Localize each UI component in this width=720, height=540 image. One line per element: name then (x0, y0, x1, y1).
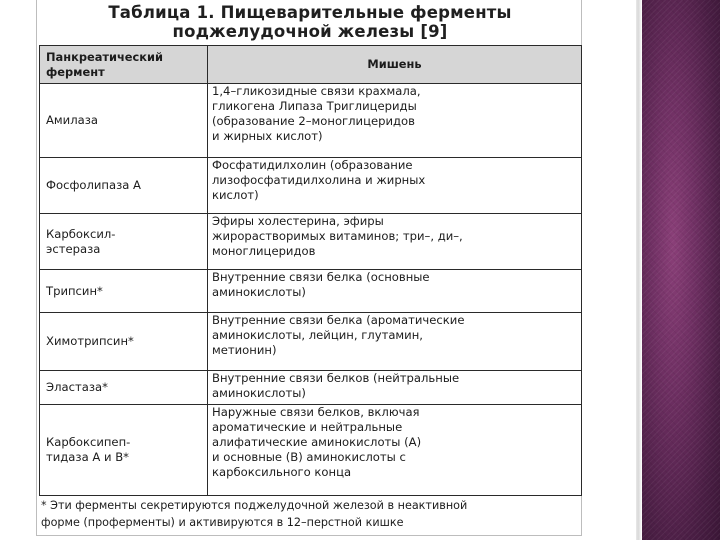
title-line: Таблица 1. Пищеварительные ферменты (108, 3, 512, 22)
table-row (40, 270, 582, 313)
target-cell (208, 84, 582, 158)
enzyme-name: Фосфолипаза А (46, 178, 141, 192)
footnote (41, 497, 581, 531)
target-cell (208, 405, 582, 496)
header-text: фермент (46, 64, 105, 79)
table-header-row (40, 46, 582, 84)
target-text-line: моноглицеридов (212, 244, 316, 258)
table-row (40, 405, 582, 496)
document-image (36, 0, 582, 536)
target-text-line: лизофосфатидилхолина и жирных (212, 173, 426, 187)
footnote-line: форме (проферменты) и активируются в 12–перстной кишке (41, 516, 404, 529)
target-text-line: жирорастворимых витаминов; три–, ди–, (212, 229, 463, 243)
enzyme-table (39, 45, 582, 496)
enzyme-column-header (40, 46, 208, 84)
enzyme-cell (40, 270, 208, 313)
target-cell (208, 158, 582, 214)
enzyme-cell (40, 158, 208, 214)
target-text-line: аминокислоты) (212, 386, 306, 400)
target-column-header: Мишень (208, 46, 582, 84)
enzyme-cell (40, 84, 208, 158)
target-text-line: алифатические аминокислоты (А) (212, 435, 422, 449)
title-line: поджелудочной железы [9] (172, 22, 448, 41)
target-text-line: и основные (В) аминокислоты с (212, 450, 406, 464)
enzyme-name: тидаза А и В* (46, 450, 129, 464)
target-text-line: и жирных кислот) (212, 129, 323, 143)
enzyme-name: Трипсин* (46, 283, 103, 298)
target-text-line: Внутренние связи белка (ароматические (212, 313, 465, 327)
decorative-side-panel (642, 0, 720, 540)
table-row (40, 313, 582, 371)
target-text-line: Наружные связи белков, включая (212, 405, 420, 419)
target-text-line: карбоксильного конца (212, 465, 352, 479)
enzyme-name: Эластаза* (46, 380, 108, 394)
target-text-line: ароматические и нейтральные (212, 420, 403, 434)
header-text: Панкреатический (46, 49, 163, 64)
target-text-line: аминокислоты) (212, 285, 306, 299)
table-row (40, 158, 582, 214)
target-text-line: Внутренние связи белка (основные (212, 270, 430, 284)
target-text-line: 1,4–гликозидные связи крахмала, (212, 84, 421, 98)
target-cell (208, 270, 582, 313)
target-text-line: гликогена Липаза Триглицериды (212, 99, 417, 113)
footnote-line: * Эти ферменты секретируются поджелудочной железой в неактивной (41, 499, 468, 512)
enzyme-cell (40, 313, 208, 371)
target-text-line: (образование 2–моноглицеридов (212, 114, 415, 128)
target-text-line: Эфиры холестерина, эфиры (212, 214, 384, 228)
target-text-line: аминокислоты, лейцин, глутамин, (212, 328, 423, 342)
enzyme-name: Химотрипсин* (46, 334, 134, 348)
target-text-line: Внутренние связи белков (нейтральные (212, 371, 460, 385)
table-row (40, 214, 582, 270)
table-title (37, 3, 583, 41)
target-text-line: кислот) (212, 188, 259, 202)
target-text-line: метионин) (212, 343, 277, 357)
enzyme-name: Карбоксил- (46, 226, 116, 241)
table-row (40, 371, 582, 405)
table-row (40, 84, 582, 158)
target-cell (208, 371, 582, 405)
enzyme-cell (40, 214, 208, 270)
target-cell (208, 313, 582, 371)
enzyme-cell (40, 371, 208, 405)
enzyme-name: эстераза (46, 241, 101, 256)
target-text-line: Фосфатидилхолин (образование (212, 158, 413, 172)
target-cell (208, 214, 582, 270)
enzyme-cell (40, 405, 208, 496)
enzyme-name: Карбоксипеп- (46, 435, 131, 449)
enzyme-name: Амилаза (46, 113, 98, 127)
